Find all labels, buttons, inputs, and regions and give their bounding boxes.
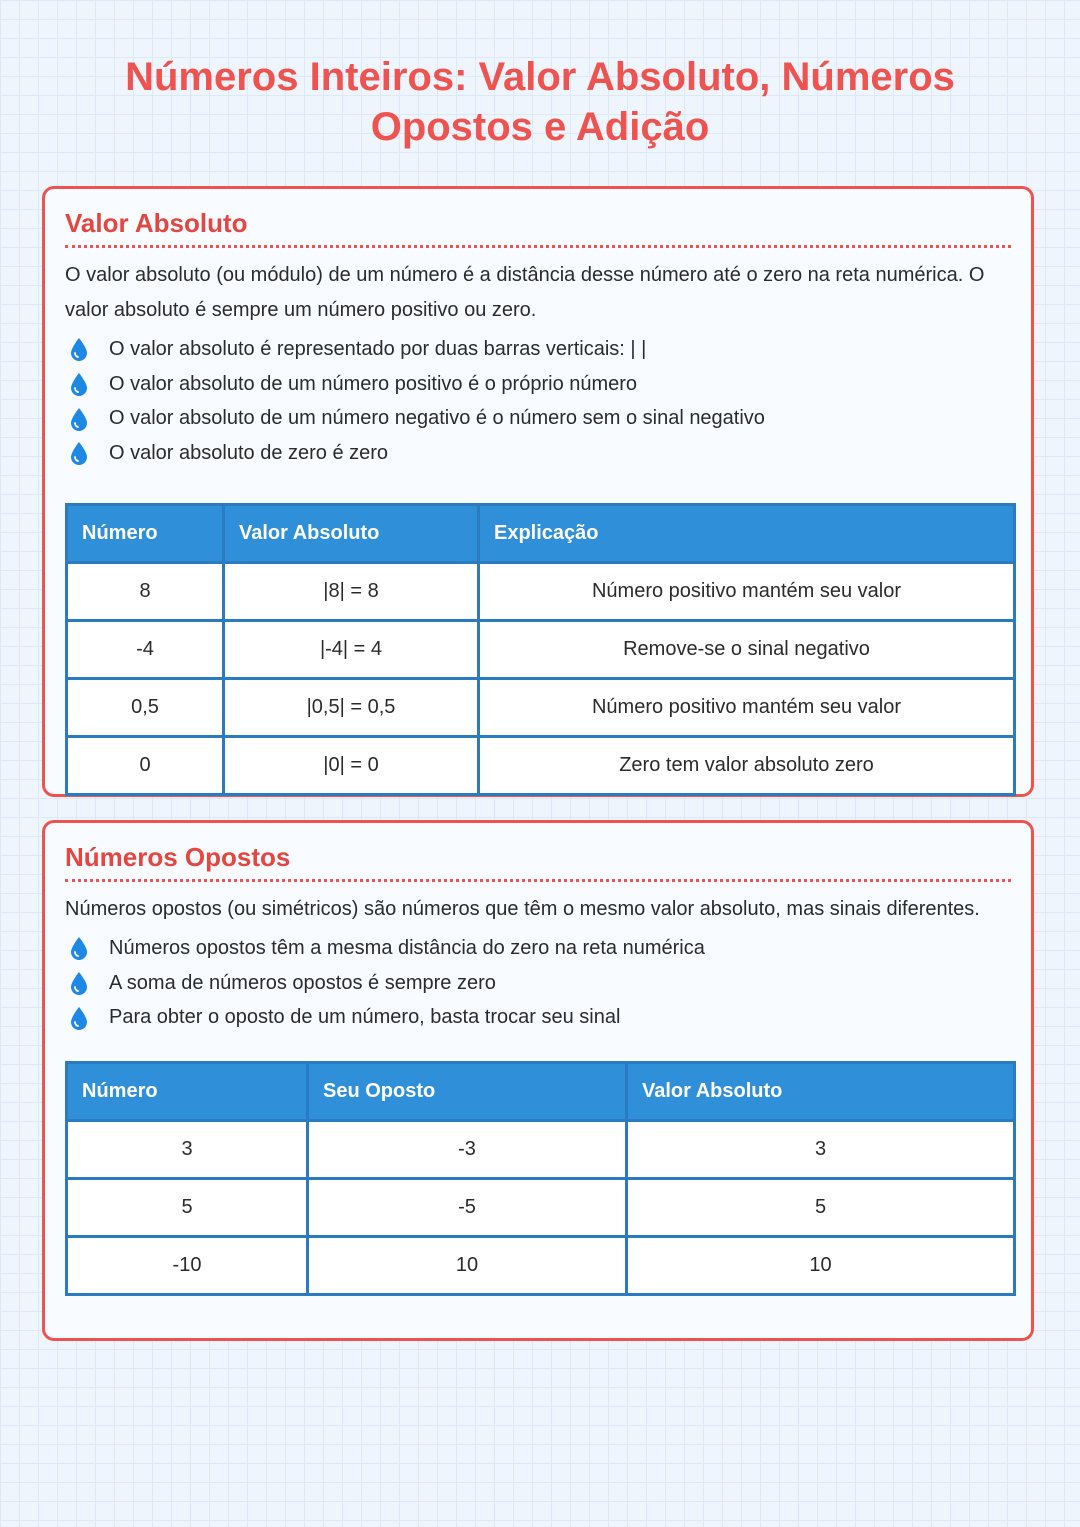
table-cell: 0 (67, 736, 224, 794)
list-item (65, 436, 1011, 471)
column-header: Número (67, 1063, 308, 1121)
list-item (65, 401, 1011, 436)
table-row (67, 1121, 1015, 1179)
water-drop-icon (69, 372, 89, 396)
table-cell: -4 (67, 620, 224, 678)
page-title: Números Inteiros: Valor Absoluto, Números Opostos e Adição (125, 55, 955, 149)
table-row (67, 678, 1015, 736)
table-cell: |-4| = 4 (224, 620, 479, 678)
numeros-opostos-bullets (65, 931, 1011, 1035)
table-header-row (67, 1063, 1015, 1121)
table-row (67, 1237, 1015, 1295)
table-row (67, 1179, 1015, 1237)
table-row (67, 620, 1015, 678)
valor-absoluto-bullets (65, 332, 1011, 471)
list-item (65, 367, 1011, 402)
column-header: Valor Absoluto (224, 504, 479, 562)
table-cell: 10 (627, 1237, 1015, 1295)
table-cell: Remove-se o sinal negativo (479, 620, 1015, 678)
table-cell: -5 (308, 1179, 627, 1237)
table-cell: |0| = 0 (224, 736, 479, 794)
table-row (67, 562, 1015, 620)
bullet-text: Para obter o oposto de um número, basta trocar seu sinal (109, 1006, 621, 1029)
bullet-text: A soma de números opostos é sempre zero (109, 971, 496, 994)
section-heading-valor-absoluto: Valor Absoluto (65, 203, 1011, 248)
bullet-text: Números opostos têm a mesma distância do zero na reta numérica (109, 937, 705, 959)
table-cell: 10 (308, 1237, 627, 1295)
water-drop-icon (69, 441, 89, 465)
table-cell: 5 (67, 1179, 308, 1237)
column-header: Valor Absoluto (627, 1063, 1015, 1121)
numeros-opostos-table (65, 1061, 1016, 1296)
list-item (65, 966, 1011, 1001)
valor-absoluto-intro: O valor absoluto (ou módulo) de um número é a distância desse número até o zero na reta numérica. O valor absoluto é sempre um número positivo ou zero. (65, 264, 985, 321)
table-cell: Zero tem valor absoluto zero (479, 736, 1015, 794)
list-item (65, 1000, 1011, 1035)
section-heading-numeros-opostos: Números Opostos (65, 837, 1011, 882)
column-header: Explicação (479, 504, 1015, 562)
table-cell: 0,5 (67, 678, 224, 736)
column-header: Seu Oposto (308, 1063, 627, 1121)
bullet-text: O valor absoluto de zero é zero (109, 442, 389, 465)
table-header-row (67, 504, 1015, 562)
valor-absoluto-table (65, 503, 1016, 796)
valor-absoluto-card (42, 186, 1034, 797)
table-cell: 5 (627, 1179, 1015, 1237)
table-cell: |0,5| = 0,5 (224, 678, 479, 736)
table-cell: -10 (67, 1237, 308, 1295)
table-cell: |8| = 8 (224, 562, 479, 620)
column-header: Número (67, 504, 224, 562)
table-cell: Número positivo mantém seu valor (479, 678, 1015, 736)
numeros-opostos-intro: Números opostos (ou simétricos) são números que têm o mesmo valor absoluto, mas sinais diferentes. (65, 898, 980, 920)
water-drop-icon (69, 407, 89, 431)
bullet-text: O valor absoluto é representado por duas barras verticais: | | (109, 338, 647, 360)
table-row (67, 736, 1015, 794)
table-cell: -3 (308, 1121, 627, 1179)
numeros-opostos-card (42, 820, 1034, 1341)
table-cell: 3 (627, 1121, 1015, 1179)
water-drop-icon (69, 971, 89, 995)
water-drop-icon (69, 1006, 89, 1030)
table-cell: Número positivo mantém seu valor (479, 562, 1015, 620)
water-drop-icon (69, 337, 89, 361)
bullet-text: O valor absoluto de um número positivo é o próprio número (109, 372, 638, 395)
list-item (65, 332, 1011, 367)
table-cell: 3 (67, 1121, 308, 1179)
bullet-text: O valor absoluto de um número negativo é o número sem o sinal negativo (109, 407, 765, 430)
water-drop-icon (69, 936, 89, 960)
list-item (65, 931, 1011, 966)
table-cell: 8 (67, 562, 224, 620)
